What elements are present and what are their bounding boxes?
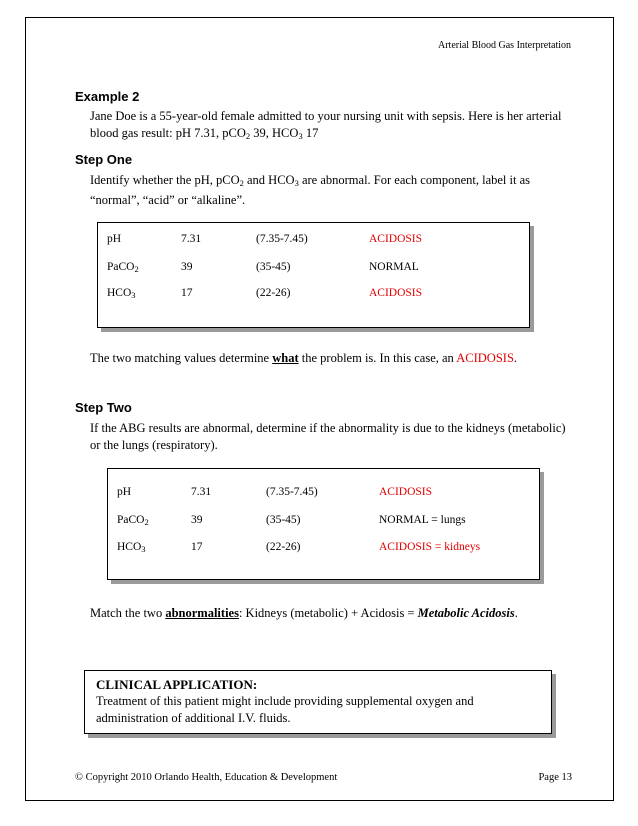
acidosis-term: ACIDOSIS bbox=[456, 351, 514, 365]
step-two-heading: Step Two bbox=[75, 400, 132, 415]
abg-row bbox=[98, 233, 529, 249]
abg-parameter: $HCO_3$ bbox=[107, 287, 136, 300]
abg-row bbox=[108, 514, 539, 530]
abg-parameter: PaCO$_2$ bbox=[107, 261, 139, 274]
step-two-line1: If the ABG results are abnormal, determine if the abnormality is due to the kidneys (metabolic) bbox=[90, 421, 566, 435]
example-result: blood gas result: pH 7.31, pCO$_2$ 39, $HCO_3$ 17 bbox=[90, 126, 319, 141]
abg-parameter: $HCO_3$ bbox=[117, 541, 146, 554]
abg-normal-range: (7.35-7.45) bbox=[266, 486, 318, 498]
abg-table-step-two bbox=[107, 468, 540, 580]
abg-normal-range: (22-26) bbox=[256, 287, 291, 299]
step-one-instructions bbox=[90, 172, 585, 209]
step-two-conclusion: Match the two abnormalities: Kidneys (metabolic) + Acidosis = Metabolic Acidosis. bbox=[90, 606, 518, 620]
abg-value: 39 bbox=[191, 514, 203, 526]
abg-parameter: PaCO$_2$ bbox=[117, 514, 149, 527]
step-one-line1: Identify whether the pH, pCO$_2$ and $HCO_3$ are abnormal. For each component, label it as bbox=[90, 173, 530, 188]
example-intro: Jane Doe is a 55-year-old female admitted to your nursing unit with sepsis. Here is her arterial bbox=[90, 109, 562, 123]
abg-status: NORMAL = lungs bbox=[379, 514, 466, 526]
abg-parameter: pH bbox=[117, 486, 132, 498]
clinical-title: CLINICAL APPLICATION: bbox=[96, 677, 258, 692]
abg-normal-range: (7.35-7.45) bbox=[256, 233, 308, 245]
footer-page-number: Page 13 bbox=[538, 772, 572, 783]
step-one-summary: The two matching values determine what the problem is. In this case, an ACIDOSIS. bbox=[90, 351, 518, 365]
example-heading: Example 2 bbox=[75, 89, 140, 104]
abg-normal-range: (22-26) bbox=[266, 541, 301, 553]
emphasis-what: what bbox=[272, 351, 299, 365]
abg-value: 7.31 bbox=[181, 233, 202, 245]
abg-status: ACIDOSIS bbox=[379, 486, 433, 498]
step-two-instructions bbox=[90, 420, 585, 454]
abg-value: 17 bbox=[181, 287, 193, 299]
diagnosis-result: Metabolic Acidosis bbox=[417, 606, 515, 620]
abg-status: ACIDOSIS bbox=[369, 287, 423, 299]
abg-row bbox=[98, 261, 529, 277]
clinical-line1: Treatment of this patient might include providing supplemental oxygen and bbox=[96, 694, 474, 708]
step-one-line2: “normal”, “acid” or “alkaline”. bbox=[90, 193, 246, 207]
abg-value: 7.31 bbox=[191, 486, 212, 498]
abg-row bbox=[108, 541, 539, 557]
abg-status: ACIDOSIS = kidneys bbox=[379, 541, 481, 553]
abg-status: ACIDOSIS bbox=[369, 233, 423, 245]
clinical-application-box bbox=[84, 670, 552, 734]
abg-value: 17 bbox=[191, 541, 203, 553]
header-title: Arterial Blood Gas Interpretation bbox=[437, 40, 571, 51]
abg-parameter: pH bbox=[107, 233, 122, 245]
footer-copyright: © Copyright 2010 Orlando Health, Education & Development bbox=[75, 772, 338, 783]
abg-table-step-one bbox=[97, 222, 530, 328]
example-text bbox=[90, 108, 585, 145]
emphasis-abnormalities: abnormalities bbox=[165, 606, 239, 620]
abg-value: 39 bbox=[181, 261, 193, 273]
clinical-text bbox=[96, 693, 536, 727]
step-one-heading: Step One bbox=[75, 152, 133, 167]
abg-status: NORMAL bbox=[369, 261, 419, 273]
clinical-line2: administration of additional I.V. fluids. bbox=[96, 711, 291, 725]
abg-normal-range: (35-45) bbox=[266, 514, 301, 526]
step-two-line2: or the lungs (respiratory). bbox=[90, 438, 218, 452]
abg-row bbox=[98, 287, 529, 303]
abg-row bbox=[108, 486, 539, 502]
abg-normal-range: (35-45) bbox=[256, 261, 291, 273]
